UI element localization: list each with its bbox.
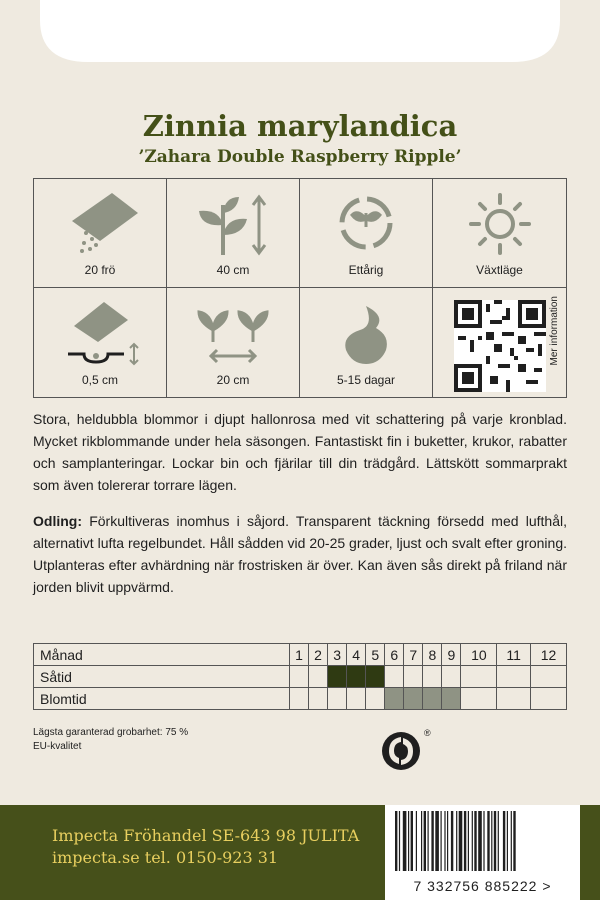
info-cell-sun-position <box>433 179 566 288</box>
sun-position-label: Växtläge <box>476 263 523 277</box>
barcode <box>385 805 580 900</box>
sowing-depth-label: 0,5 cm <box>81 373 118 387</box>
calendar-cell <box>404 666 423 688</box>
quality-notes <box>33 726 188 754</box>
sowing-calendar <box>33 643 567 710</box>
calendar-header-row <box>34 644 567 666</box>
calendar-cell <box>328 688 347 710</box>
calendar-cell <box>423 666 442 688</box>
barcode-digits: 7 332756 885222 > <box>413 878 552 894</box>
info-cell-plant-height <box>167 179 300 288</box>
month-8: 8 <box>423 644 442 666</box>
plant-height-icon <box>193 191 273 257</box>
calendar-cell <box>347 666 366 688</box>
info-cell-annual <box>300 179 433 288</box>
calendar-cell <box>309 666 328 688</box>
calendar-row-label: Blomtid <box>34 688 290 710</box>
calendar-cell <box>290 688 309 710</box>
month-1: 1 <box>290 644 309 666</box>
calendar-cell <box>366 688 385 710</box>
calendar-cell <box>461 666 497 688</box>
calendar-cell <box>404 688 423 710</box>
month-10: 10 <box>461 644 497 666</box>
germination-label: 5-15 dagar <box>336 373 396 387</box>
company-address <box>52 825 359 869</box>
hang-cutout <box>0 0 600 70</box>
product-description: Stora, heldubbla blommor i djupt hallonrosa med vit schattering på varje kronblad. Mycket rikblommande under hela säsongen. Fantastiskt fin i buketter, krukor, rabatter och samplanteringar. Lockar bin och fjärilar till din trädgård. Lättskött sommarprakt som även tolererar torrare lägen. <box>33 411 567 493</box>
month-2: 2 <box>309 644 328 666</box>
calendar-row <box>34 688 567 710</box>
info-cell-qr[interactable] <box>433 288 566 397</box>
calendar-cell <box>497 688 531 710</box>
plant-spacing-label: 20 cm <box>216 373 250 387</box>
sun-position-icon <box>460 191 540 257</box>
sowing-depth-icon <box>60 300 140 366</box>
info-cell-sowing-depth <box>34 288 167 397</box>
company-contact: impecta.se tel. 0150-923 31 <box>52 848 279 867</box>
month-7: 7 <box>404 644 423 666</box>
annual-label: Ettårig <box>348 263 384 277</box>
calendar-cell <box>385 666 404 688</box>
calendar-cell <box>366 666 385 688</box>
calendar-cell <box>442 666 461 688</box>
calendar-cell <box>423 688 442 710</box>
calendar-cell <box>497 666 531 688</box>
germination-icon <box>326 300 406 366</box>
product-title: Zinnia marylandica <box>142 109 458 143</box>
cultivation-text: Förkultiveras inomhus i såjord. Transparent täckning försedd med lufthål, alternativt lufta regelbundet. Håll sådden vid 20-25 grader, ljust och svalt efter groning. Utplanteras efter avhärdning när frostrisken är över. Kan även sås direkt på friland när jorden blivit uppvärmd. <box>33 513 567 595</box>
calendar-cell <box>531 688 567 710</box>
germination-guarantee: Lägsta garanterad grobarhet: 75 % <box>33 727 189 738</box>
calendar-cell <box>347 688 366 710</box>
month-3: 3 <box>328 644 347 666</box>
month-11: 11 <box>497 644 531 666</box>
company-name: Impecta Fröhandel SE-643 98 JULITA <box>52 826 360 845</box>
month-4: 4 <box>347 644 366 666</box>
month-9: 9 <box>442 644 461 666</box>
calendar-cell <box>328 666 347 688</box>
seed-count-icon <box>60 191 140 257</box>
calendar-cell <box>290 666 309 688</box>
info-cell-plant-spacing <box>167 288 300 397</box>
seed-count-label: 20 frö <box>84 263 116 277</box>
calendar-row <box>34 666 567 688</box>
annual-icon <box>326 191 406 257</box>
svg-text:®: ® <box>424 728 431 738</box>
calendar-cell <box>442 688 461 710</box>
plant-spacing-icon <box>193 300 273 366</box>
info-icon-grid <box>33 178 567 398</box>
calendar-cell <box>309 688 328 710</box>
qr-code-icon[interactable] <box>454 300 546 392</box>
cultivation-heading: Odling: <box>33 513 82 529</box>
calendar-row-label: Såtid <box>34 666 290 688</box>
more-info-label: Mer information <box>549 296 560 366</box>
info-cell-seed-count <box>34 179 167 288</box>
calendar-cell <box>531 666 567 688</box>
info-cell-germination <box>300 288 433 397</box>
eu-quality: EU-kvalitet <box>33 741 82 752</box>
month-label: Månad <box>34 644 290 666</box>
month-6: 6 <box>385 644 404 666</box>
calendar-cell <box>385 688 404 710</box>
calendar-cell <box>461 688 497 710</box>
green-dot-recycle-icon <box>381 727 431 775</box>
plant-height-label: 40 cm <box>216 263 250 277</box>
cultivation-instructions <box>33 510 567 598</box>
month-12: 12 <box>531 644 567 666</box>
month-5: 5 <box>366 644 385 666</box>
variety-name: ’Zahara Double Raspberry Ripple’ <box>138 147 462 167</box>
barcode-bars <box>385 805 580 875</box>
